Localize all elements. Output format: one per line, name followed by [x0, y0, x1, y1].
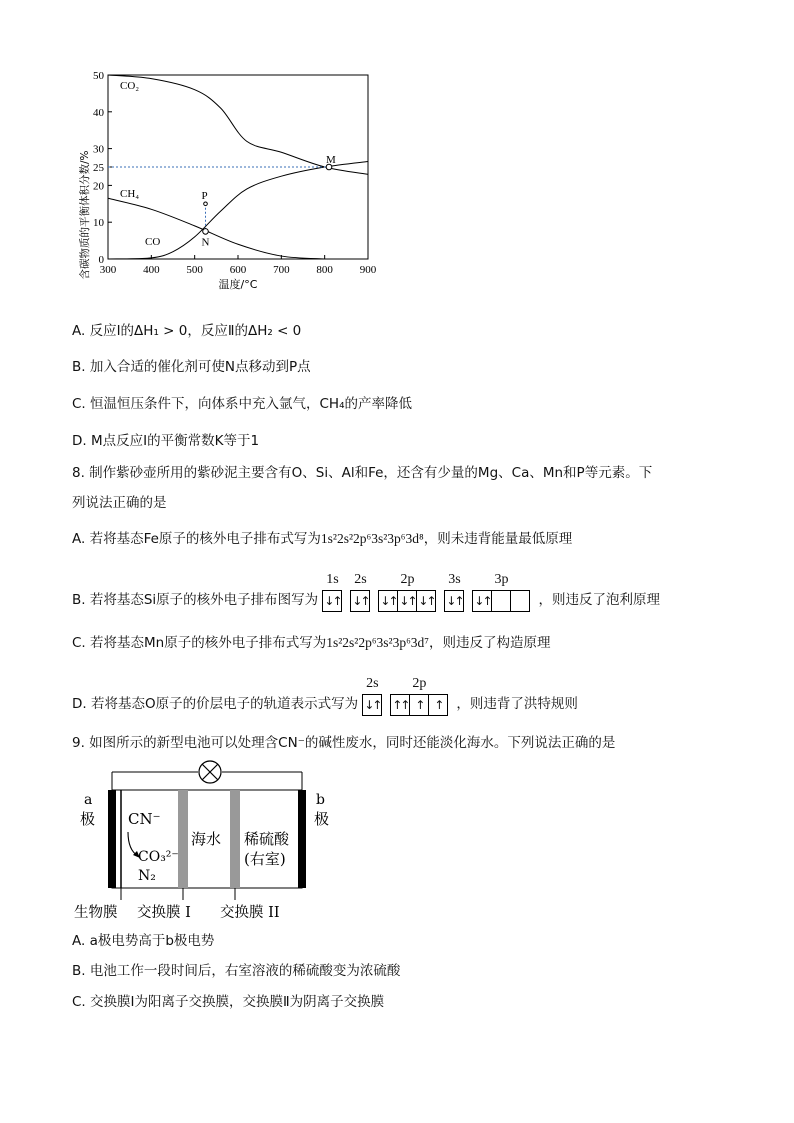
point-n-label: N [201, 236, 210, 249]
y-tick-label: 40 [93, 106, 104, 119]
exchange-membrane-2 [230, 790, 240, 888]
q8-option-c [72, 634, 551, 652]
y-tick-label: 25 [93, 162, 104, 174]
q8-c-config: 1s²2s²2p⁶3s²3p⁶3d⁷ [326, 635, 429, 650]
si-2s-orbital: 2s ↓↑ [350, 572, 370, 612]
q8-stem-2: 列说法正确的是 [72, 495, 167, 511]
label-co2: CO₂ [120, 80, 140, 92]
x-tick-label: 700 [273, 264, 290, 276]
chart-xlabel: 温度/°C [218, 278, 258, 291]
q9-stem: 9. 如图所示的新型电池可以处理含CN⁻的碱性废水，同时还能淡化海水。下列说法正确的是 [72, 735, 616, 751]
chart-ylabel: 含碳物质的平衡体积分数/% [79, 150, 91, 280]
q8-c-pre: C. 若将基态Mn原子的核外电子排布式写为 [72, 635, 327, 651]
q7-option-a: A. 反应Ⅰ的ΔH₁ > 0，反应Ⅱ的ΔH₂ < 0 [72, 323, 302, 339]
q8-option-d [72, 676, 578, 716]
si-2p-orbital: 2p ↓↑ ↓↑ ↓↑ [378, 572, 436, 612]
electrode-a [108, 790, 116, 888]
point-p [204, 202, 208, 206]
q8-c-post: ，则违反了构造原理 [429, 635, 551, 651]
q8-a-pre: A. 若将基态Fe原子的核外电子排布式写为 [72, 531, 321, 547]
exchange-membrane-1 [178, 790, 188, 888]
lamp-icon [199, 761, 221, 783]
membrane-1-label: 交换膜 I [137, 905, 191, 921]
q8-a-post: ，则未违背能量最低原理 [423, 531, 573, 547]
q8-a-config: 1s²2s²2p⁶3s²3p⁶3d⁸ [320, 531, 424, 546]
electrode-b [298, 790, 306, 888]
q9-option-a: A. a极电势高于b极电势 [72, 933, 215, 949]
point-n [203, 229, 209, 235]
q8-b-pre: B. 若将基态Si原子的核外电子排布图写为 [72, 592, 319, 608]
equilibrium-chart [0, 55, 794, 355]
cn-label: CN⁻ [128, 810, 161, 828]
electrode-b-label: b [316, 792, 325, 808]
y-tick-label: 20 [93, 180, 104, 193]
membrane-2-label: 交换膜 II [220, 905, 280, 921]
electrode-a-ji: 极 [80, 810, 96, 828]
q7-option-b: B. 加入合适的催化剂可使N点移动到P点 [72, 359, 311, 375]
seawater-label: 海水 [191, 830, 222, 848]
y-tick-label: 30 [93, 143, 104, 156]
q8-option-a [72, 530, 572, 548]
electrode-b-ji: 极 [314, 810, 330, 828]
acid-label: 稀硫酸 [244, 830, 290, 848]
label-co: CO [145, 236, 161, 248]
q9-option-c: C. 交换膜Ⅰ为阳离子交换膜，交换膜Ⅱ为阴离子交换膜 [72, 994, 385, 1010]
q8-option-b [72, 572, 660, 612]
label-ch4: CH₄ [120, 188, 140, 200]
y-tick-label: 50 [93, 70, 104, 82]
x-tick-label: 400 [143, 264, 160, 276]
q9-option-b: B. 电池工作一段时间后，右室溶液的稀硫酸变为浓硫酸 [72, 963, 401, 979]
x-tick-label: 300 [99, 264, 117, 276]
y-tick-label: 0 [98, 254, 104, 266]
x-tick-label: 900 [359, 264, 377, 276]
q7-option-d: D. M点反应Ⅰ的平衡常数K等于1 [72, 433, 260, 449]
x-tick-label: 800 [316, 264, 333, 276]
point-p-label: P [201, 189, 208, 202]
x-tick-label: 600 [229, 264, 247, 276]
q7-option-c: C. 恒温恒压条件下，向体系中充入氩气，CH₄的产率降低 [72, 396, 412, 412]
si-1s-orbital: 1s ↓↑ [322, 572, 342, 612]
point-m-label: M [326, 154, 336, 166]
battery-diagram [0, 758, 794, 933]
co3-label: CO₃²⁻ [138, 849, 179, 865]
q8-stem-1: 8. 制作紫砂壶所用的紫砂泥主要含有O、Si、Al和Fe，还含有少量的Mg、Ca、Mn和P等元素。下 [72, 465, 653, 481]
electrode-a-label: a [84, 792, 93, 808]
y-tick-label: 10 [93, 217, 104, 230]
o-2p-orbital: 2p ↑↑ ↑ ↑ [390, 676, 448, 716]
x-tick-label: 500 [186, 264, 203, 276]
q8-d-pre: D. 若将基态O原子的价层电子的轨道表示式写为 [72, 696, 359, 712]
series-ch4-line [108, 198, 325, 259]
q8-b-post: ，则违反了泡利原理 [538, 592, 660, 608]
right-room-label: (右室) [244, 850, 286, 868]
si-3s-orbital: 3s ↓↑ [444, 572, 464, 612]
n2-label: N₂ [138, 868, 156, 884]
o-2s-orbital: 2s ↓↑ [362, 676, 382, 716]
si-3p-orbital: 3p ↓↑ [472, 572, 530, 612]
biofilm-label: 生物膜 [74, 905, 118, 921]
q8-d-post: ，则违背了洪特规则 [456, 696, 578, 712]
